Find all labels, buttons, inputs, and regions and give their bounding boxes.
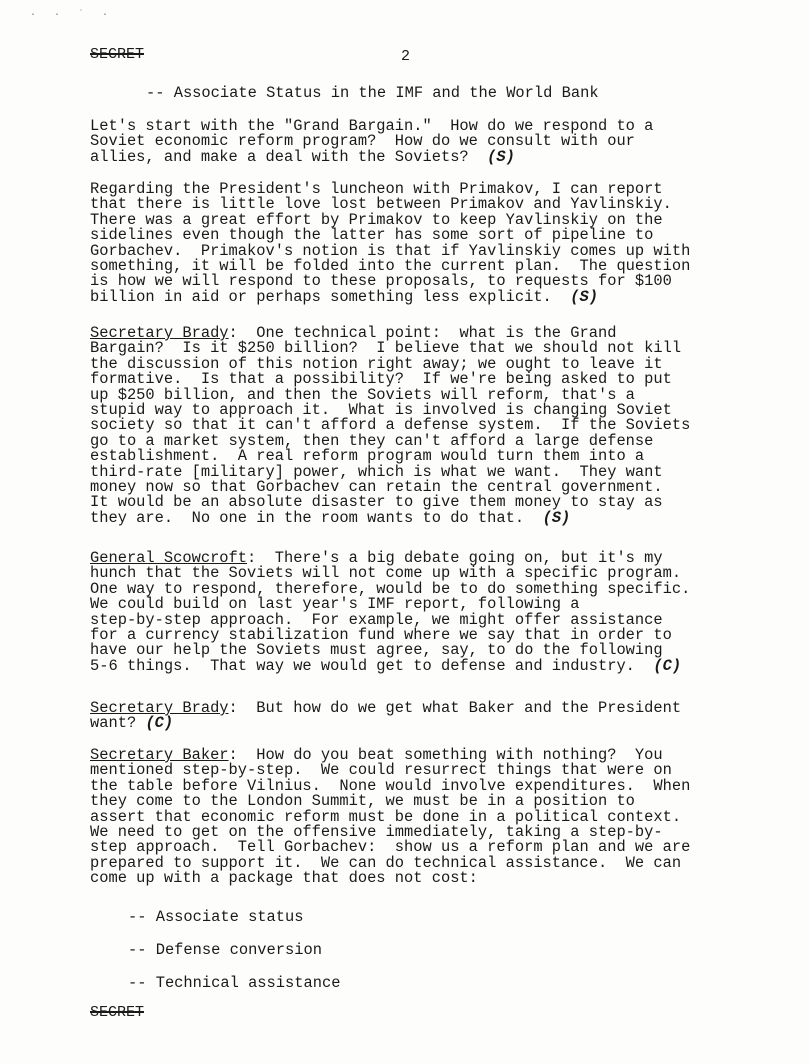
paragraph-line: Secretary Brady: One technical point: what is the Grand	[90, 324, 617, 342]
paragraph-line: mentioned step-by-step. We could resurrect things that were on	[90, 761, 672, 780]
classification-mark: (S)	[542, 508, 571, 527]
paragraph-line: third-rate [military] power, which is what we want. They want	[90, 462, 663, 481]
paragraph-line: step approach. Tell Gorbachev: show us a reform plan and we are	[90, 838, 691, 857]
bullet-item: -- Associate status	[128, 908, 304, 926]
classification-mark: (S)	[570, 287, 598, 306]
paragraph-line: Regarding the President's luncheon with Primakov, I can report	[90, 180, 663, 198]
paragraph-line: establishment. A real reform program would turn them into a	[90, 447, 645, 466]
paragraph-line: for a currency stabilization fund where we say that in order to	[90, 625, 672, 644]
paragraph-line: Soviet economic reform program? How do we consult with our	[90, 132, 635, 151]
paragraph-line: step-by-step approach. For example, we might offer assistance	[90, 610, 663, 629]
page-number: 2	[401, 48, 411, 65]
paragraph-line: Gorbachev. Primakov's notion is that if Yavlinskiy comes up with	[90, 241, 691, 260]
paragraph-line: Secretary Baker: How do you beat something with nothing? You	[90, 746, 663, 764]
paragraph-line: society so that it can't afford a defense system. If the Soviets	[90, 416, 691, 435]
paragraph-line: up $250 billion, and then the Soviets will reform, that's a	[90, 385, 635, 404]
classification-mark: (C)	[653, 656, 682, 675]
top-list-item: -- Associate Status in the IMF and the World Bank	[146, 84, 599, 102]
paragraph-line: they come to the London Summit, we must be in a position to	[90, 792, 635, 811]
paragraph-line: We could build on last year's IMF report, following a	[90, 595, 580, 614]
paragraph-line: money now so that Gorbachev can retain the central government.	[90, 477, 663, 496]
paragraph-5	[90, 701, 730, 732]
paragraph-line: assert that economic reform must be done in a political context.	[90, 807, 682, 826]
paragraph-line: Let's start with the "Grand Bargain." How do we respond to a	[90, 117, 654, 135]
paragraph-line: is how we will respond to these proposals, to requests for $100	[90, 272, 672, 291]
paragraph-line: One way to respond, therefore, would be to do something specific.	[90, 579, 691, 598]
paragraph-line: Bargain? Is it $250 billion? I believe that we should not kill	[90, 339, 682, 358]
paragraph-line: prepared to support it. We can do technical assistance. We can	[90, 853, 682, 872]
paragraph-line: billion in aid or perhaps something less explicit. (S)	[90, 287, 598, 306]
paragraph-line: We need to get on the offensive immediately, taking a step-by-	[90, 822, 663, 841]
paragraph-line: formative. Is that a possibility? If we're being asked to put	[90, 370, 672, 389]
paragraph-line: sidelines even though the latter has some sort of pipeline to	[90, 226, 654, 245]
classification-mark: (C)	[145, 714, 174, 733]
speaker-name: Secretary Brady	[90, 324, 229, 342]
bullet-item: -- Defense conversion	[128, 941, 322, 959]
paragraph-line: There was a great effort by Primakov to keep Yavlinskiy on the	[90, 210, 663, 229]
paragraph-line: 5-6 things. That way we would get to defense and industry. (C)	[90, 656, 682, 675]
paragraph-line: It would be an absolute disaster to give them money to stay as	[90, 493, 663, 512]
paragraph-line: Secretary Brady: But how do we get what Baker and the President	[90, 699, 682, 717]
paragraph-line: come up with a package that does not cost:	[90, 869, 478, 888]
classification-mark: (S)	[487, 147, 515, 166]
paragraph-6	[90, 748, 730, 887]
paragraph-line: hunch that the Soviets will not come up with a specific program.	[90, 564, 682, 583]
paragraph-line: allies, and make a deal with the Soviets? (S)	[90, 147, 515, 166]
speaker-name: General Scowcroft	[90, 549, 248, 567]
paragraph-line: that there is little love lost between Primakov and Yavlinskiy.	[90, 195, 672, 214]
paragraph-3	[90, 326, 730, 526]
paragraph-line: want? (C)	[90, 714, 174, 733]
paragraph-1	[90, 119, 730, 165]
classification-header: SECRET	[90, 46, 145, 63]
paragraph-line: go to a market system, then they can't afford a large defense	[90, 431, 654, 450]
paragraph-line: the discussion of this notion right away; we ought to leave it	[90, 354, 663, 373]
speaker-name: Secretary Brady	[90, 699, 229, 717]
paragraph-line: they are. No one in the room wants to do that. (S)	[90, 508, 571, 527]
scan-specks: · · ˙ ·	[30, 10, 115, 21]
classification-footer: SECRET	[90, 1004, 145, 1021]
paragraph-line: something, it will be folded into the current plan. The question	[90, 256, 691, 275]
paragraph-line: have our help the Soviets must agree, say, to do the following	[90, 641, 663, 660]
paragraph-line: General Scowcroft: There's a big debate going on, but it's my	[90, 549, 663, 567]
paragraph-2	[90, 182, 730, 305]
bullet-item: -- Technical assistance	[128, 974, 341, 992]
speaker-name: Secretary Baker	[90, 746, 229, 764]
paragraph-line: the table before Vilnius. None would involve expenditures. When	[90, 776, 691, 795]
paragraph-4	[90, 551, 730, 674]
paragraph-line: stupid way to approach it. What is involved is changing Soviet	[90, 400, 672, 419]
